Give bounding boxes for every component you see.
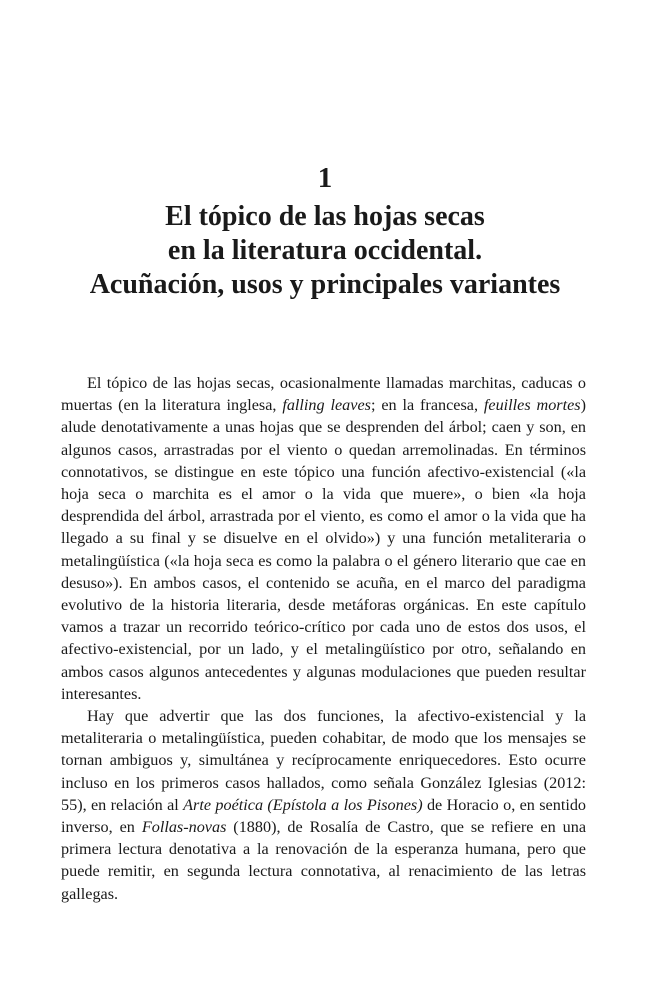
text-segment: ) alude denotativamente a unas hojas que se desprenden del árbol; caen y son, en algunos casos, arrastradas por el viento o quedan arremolinadas. En términos connotativos, se distingue en este tópico una función afectivo-existencial («la hoja seca o marchita es el amor o la vida que muere», o bien «la hoja desprendida del árbol, arrastrada por el viento, es como el amor o la vida que ha llegado a su final y se disuelve en el olvido») y una función metaliteraria o metalingüística («la hoja seca es como la palabra o el género literario que cae en desuso»). En ambos casos, el contenido se acuña, en el marco del paradigma evolutivo de la historia literaria, desde metáforas orgánicas. En este capítulo vamos a trazar un recorrido teórico-crítico por cada uno de estos dos usos, el afectivo-existencial, por un lado, y el metalingüístico por otro, señalando en ambos casos algunos antecedentes y algunas modulaciones que pueden resultar interesantes. bbox=[61, 396, 586, 703]
chapter-number: 1 bbox=[317, 162, 333, 194]
chapter-title bbox=[40, 200, 610, 302]
text-segment: (1880), de Rosalía de Castro, que se refiere en una primera lectura denotativa a la renovación de la esperanza humana, pero que puede remitir, en segunda lectura connotativa, al renacimiento de las letras gallegas. bbox=[61, 818, 587, 903]
text-segment: ; en la francesa, bbox=[370, 396, 484, 415]
italic-segment: Arte poética (Epístola a los Pisones) bbox=[183, 795, 423, 814]
chapter-title-line: Acuñación, usos y principales variantes bbox=[89, 269, 561, 300]
text-segment: Hay que advertir que las dos funciones, la afectivo-existencial y la metaliteraria o metalingüística, pueden cohabitar, de modo que los mensajes se tornan ambiguos y, simultánea y recíprocamente enriquecedores. Esto ocurre incluso en los primeros casos hallados, como señala González Iglesias (2012: 55), en relación al bbox=[61, 707, 586, 814]
paragraph bbox=[61, 372, 586, 705]
body-text bbox=[61, 372, 586, 905]
italic-segment: Follas-novas bbox=[141, 818, 227, 837]
italic-segment: feuilles mortes bbox=[483, 396, 581, 415]
chapter-title-line: en la literatura occidental. bbox=[167, 235, 483, 266]
paragraph bbox=[61, 705, 586, 905]
text-segment: El tópico de las hojas secas, ocasionalmente llamadas marchitas, caducas o muertas (en la literatura inglesa, bbox=[61, 374, 586, 415]
chapter-title-line: El tópico de las hojas secas bbox=[165, 201, 485, 232]
text-segment: de Horacio o, en sentido inverso, en bbox=[61, 795, 587, 837]
italic-segment: falling leaves bbox=[282, 396, 371, 415]
